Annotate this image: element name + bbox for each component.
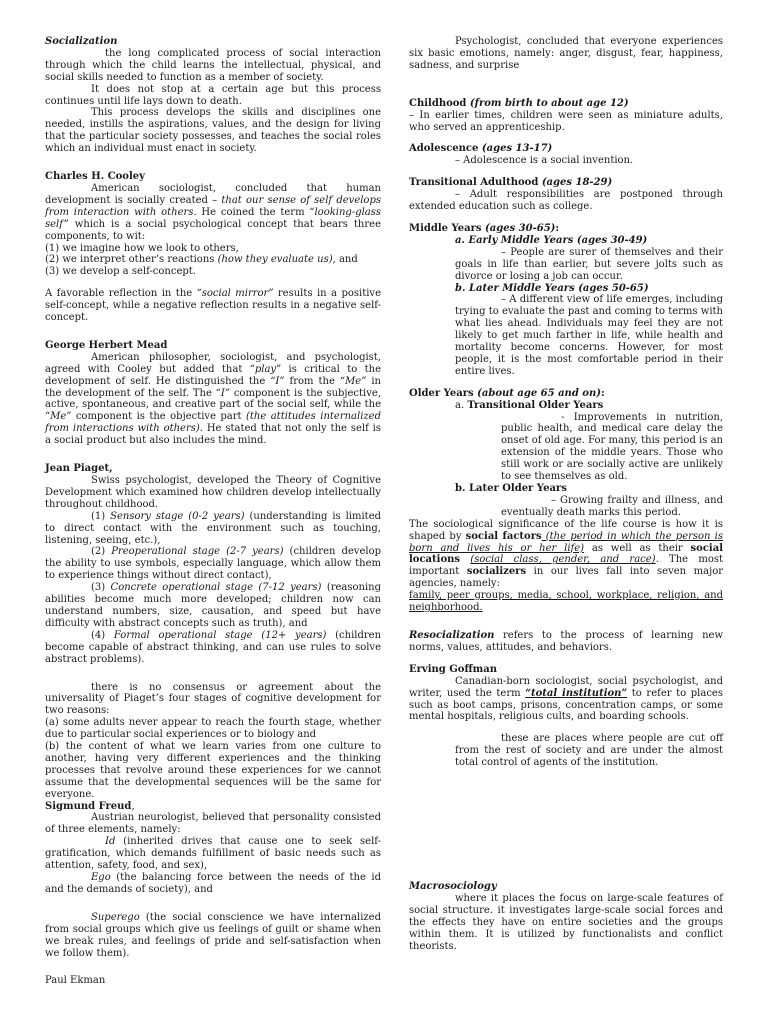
paragraph: – Growing frailty and illness, and eventually death marks this period. [501, 494, 723, 518]
left-column [45, 36, 381, 959]
paragraph: – Adult responsibilities are postponed through extended education such as college. [409, 189, 723, 213]
list-item: (1) Sensory stage (0-2 years) (understanding is limited to direct contact with the environment such as touching, listening, seeing, etc.), [45, 510, 382, 546]
paragraph: A favorable reflection in the “social mirror” results in a positive self-concept, while a negative reflection results in a negative self-concept. [45, 288, 381, 324]
paragraph: - Improvements in nutrition, public health, and medical care delay the onset of old age. For many, this period is an extension of the middle years. Those who still work or are socially active are unlikely to see themselves as old. [501, 411, 723, 483]
paragraph: It does not stop at a certain age but this process continues until life lays down to death. [45, 83, 381, 107]
list-item: (3) Concrete operational stage (7-12 years) (reasoning abilities become much more developed; children now can understand numbers, size, causation, and speed but have difficulty with abstract concepts such as truth), and [45, 582, 382, 629]
paragraph: Swiss psychologist, developed the Theory of Cognitive Development which examined how children develop intellectually throughout childhood. [45, 475, 381, 510]
paul-ekman-label: Paul Ekman [45, 975, 106, 986]
list-item: Id (inherited drives that cause one to seek self-gratification, which demands fulfillment of basic needs such as attention, safety, food, and sex), [45, 836, 381, 872]
subheading-early-middle: a. Early Middle Years (ages 30-49) [455, 234, 648, 246]
paragraph: where it places the focus on large-scale features of social structure. it investigates large-scale social forces and the effects they have on entire societies and the groups within them. It is utilized by functionalists and conflict theorists. [409, 892, 723, 952]
heading-piaget: Jean Piaget, [45, 463, 113, 475]
list-item: (4) Formal operational stage (12+ years) (children become capable of abstract thinking, and can use rules to solve abstract problems). [45, 629, 382, 665]
heading-socialization: Socialization [45, 36, 118, 47]
paragraph: American philosopher, sociologist, and psychologist, agreed with Cooley but added that “play” is critical to the development of self. He distinguished the “I” from the “Me” in the development of the self. The “I” component is the subjective, active, spontaneous, and creative part of the social self, while the “Me” component is the objective part (the attitudes internalized from interactions with others). He stated that not only the self is a social product but also includes the mind. [45, 351, 381, 447]
heading-freud: Sigmund Freud, [45, 800, 135, 812]
subheading-later-middle: b. Later Middle Years (ages 50-65) [455, 282, 649, 294]
middle-years-sublist [409, 235, 723, 378]
paragraph: – Adolescence is a social invention. [455, 155, 634, 167]
subheading-transitional-older: a. Transitional Older Years [455, 399, 604, 411]
list-item: (a) some adults never appear to reach the fourth stage, whether due to particular social experiences or to biology and [45, 717, 381, 741]
list-item: (3) we develop a self-concept. [45, 266, 196, 278]
right-column [409, 36, 723, 952]
paragraph: – People are surer of themselves and their goals in life than earlier, but severe jolts such as divorce or losing a job can occur. [455, 246, 723, 282]
list-item: (2) we interpret other’s reactions (how they evaluate us), and [45, 254, 358, 266]
heading-mead: George Herbert Mead [45, 339, 168, 351]
heading-goffman: Erving Goffman [409, 663, 497, 675]
paragraph: – A different view of life emerges, including trying to evaluate the past and coming to terms with what lies ahead. Individuals may feel they are not likely to get much farther in life, while health and mortality become concerns. However, for most people, it is the most comfortable period in their entire lives. [455, 294, 723, 377]
list-item: Ego (the balancing force between the needs of the id and the demands of society), and [45, 872, 381, 895]
heading-childhood: Childhood (from birth to about age 12) [409, 97, 629, 109]
paragraph: the long complicated process of social interaction through which the child learns the intellectual, physical, and social skills needed to function as a member of society. [45, 47, 381, 83]
heading-middle-years: Middle Years (ages 30-65): [409, 222, 560, 234]
list-item: Superego (the social conscience we have internalized from social groups which give us feelings of guilt or shame when we break rules, and feelings of pride and self-satisfaction when we follow them). [45, 911, 381, 959]
paragraph: Austrian neurologist, believed that personality consisted of three elements, namely: [45, 812, 381, 836]
paragraph: Psychologist, concluded that everyone experiences six basic emotions, namely: anger, disgust, fear, happiness, sadness, and surprise [409, 36, 723, 71]
paragraph: there is no consensus or agreement about the universality of Piaget’s four stages of cognitive development for two reasons: [45, 681, 381, 717]
paragraph: Canadian-born sociologist, social psychologist, and writer, used the term “total institution” to refer to places such as boot camps, prisons, concentration camps, or some mental hospitals, religious cults, and boarding schools. [409, 675, 723, 723]
heading-adolescence: Adolescence (ages 13-17) [409, 143, 553, 155]
paragraph: The sociological significance of the life course is how it is shaped by social factors (the period in which the person is born and lives his or her life) as well as their social locations (social class, gender, and race). The most important socializers in our lives fall into seven major agencies, namely: [409, 518, 724, 590]
heading-macrosociology: Macrosociology [409, 881, 497, 893]
heading-cooley: Charles H. Cooley [45, 171, 145, 183]
list-item: (1) we imagine how we look to others, [45, 242, 239, 254]
list-item: (b) the content of what we learn varies from one culture to another, having very different experiences and the thinking processes that revolve around these experiences for we cannot assume that the developmental sequences will be the same for everyone. [45, 741, 381, 800]
agencies-list: family, peer groups, media, school, workplace, religion, and neighborhood. [409, 590, 723, 614]
heading-older-years: Older Years (about age 65 and on): [409, 387, 605, 399]
list-item: (2) Preoperational stage (2-7 years) (children develop the ability to use symbols, especially language, which allow them to experience things without direct contact), [45, 546, 381, 582]
paragraph: these are places where people are cut off from the rest of society and are under the almost total control of agents of the institution. [455, 733, 723, 769]
paragraph: Resocialization refers to the process of learning new norms, values, attitudes, and behaviors. [409, 629, 723, 653]
paragraph: American sociologist, concluded that human development is socially created – that our sense of self develops from interaction with others. He coined the term “looking-glass self” which is a social psychological concept that bears three components, to wit: [45, 182, 382, 242]
heading-transitional-adulthood: Transitional Adulthood (ages 18-29) [409, 177, 613, 189]
subheading-later-older: b. Later Older Years [455, 483, 567, 494]
paragraph: – In earlier times, children were seen as miniature adults, who served an apprenticeship. [409, 109, 723, 133]
paragraph: This process develops the skills and disciplines one needed, instills the aspirations, values, and the design for living that the particular society possesses, and teaches the social roles which an individual must enact in society. [45, 107, 381, 155]
